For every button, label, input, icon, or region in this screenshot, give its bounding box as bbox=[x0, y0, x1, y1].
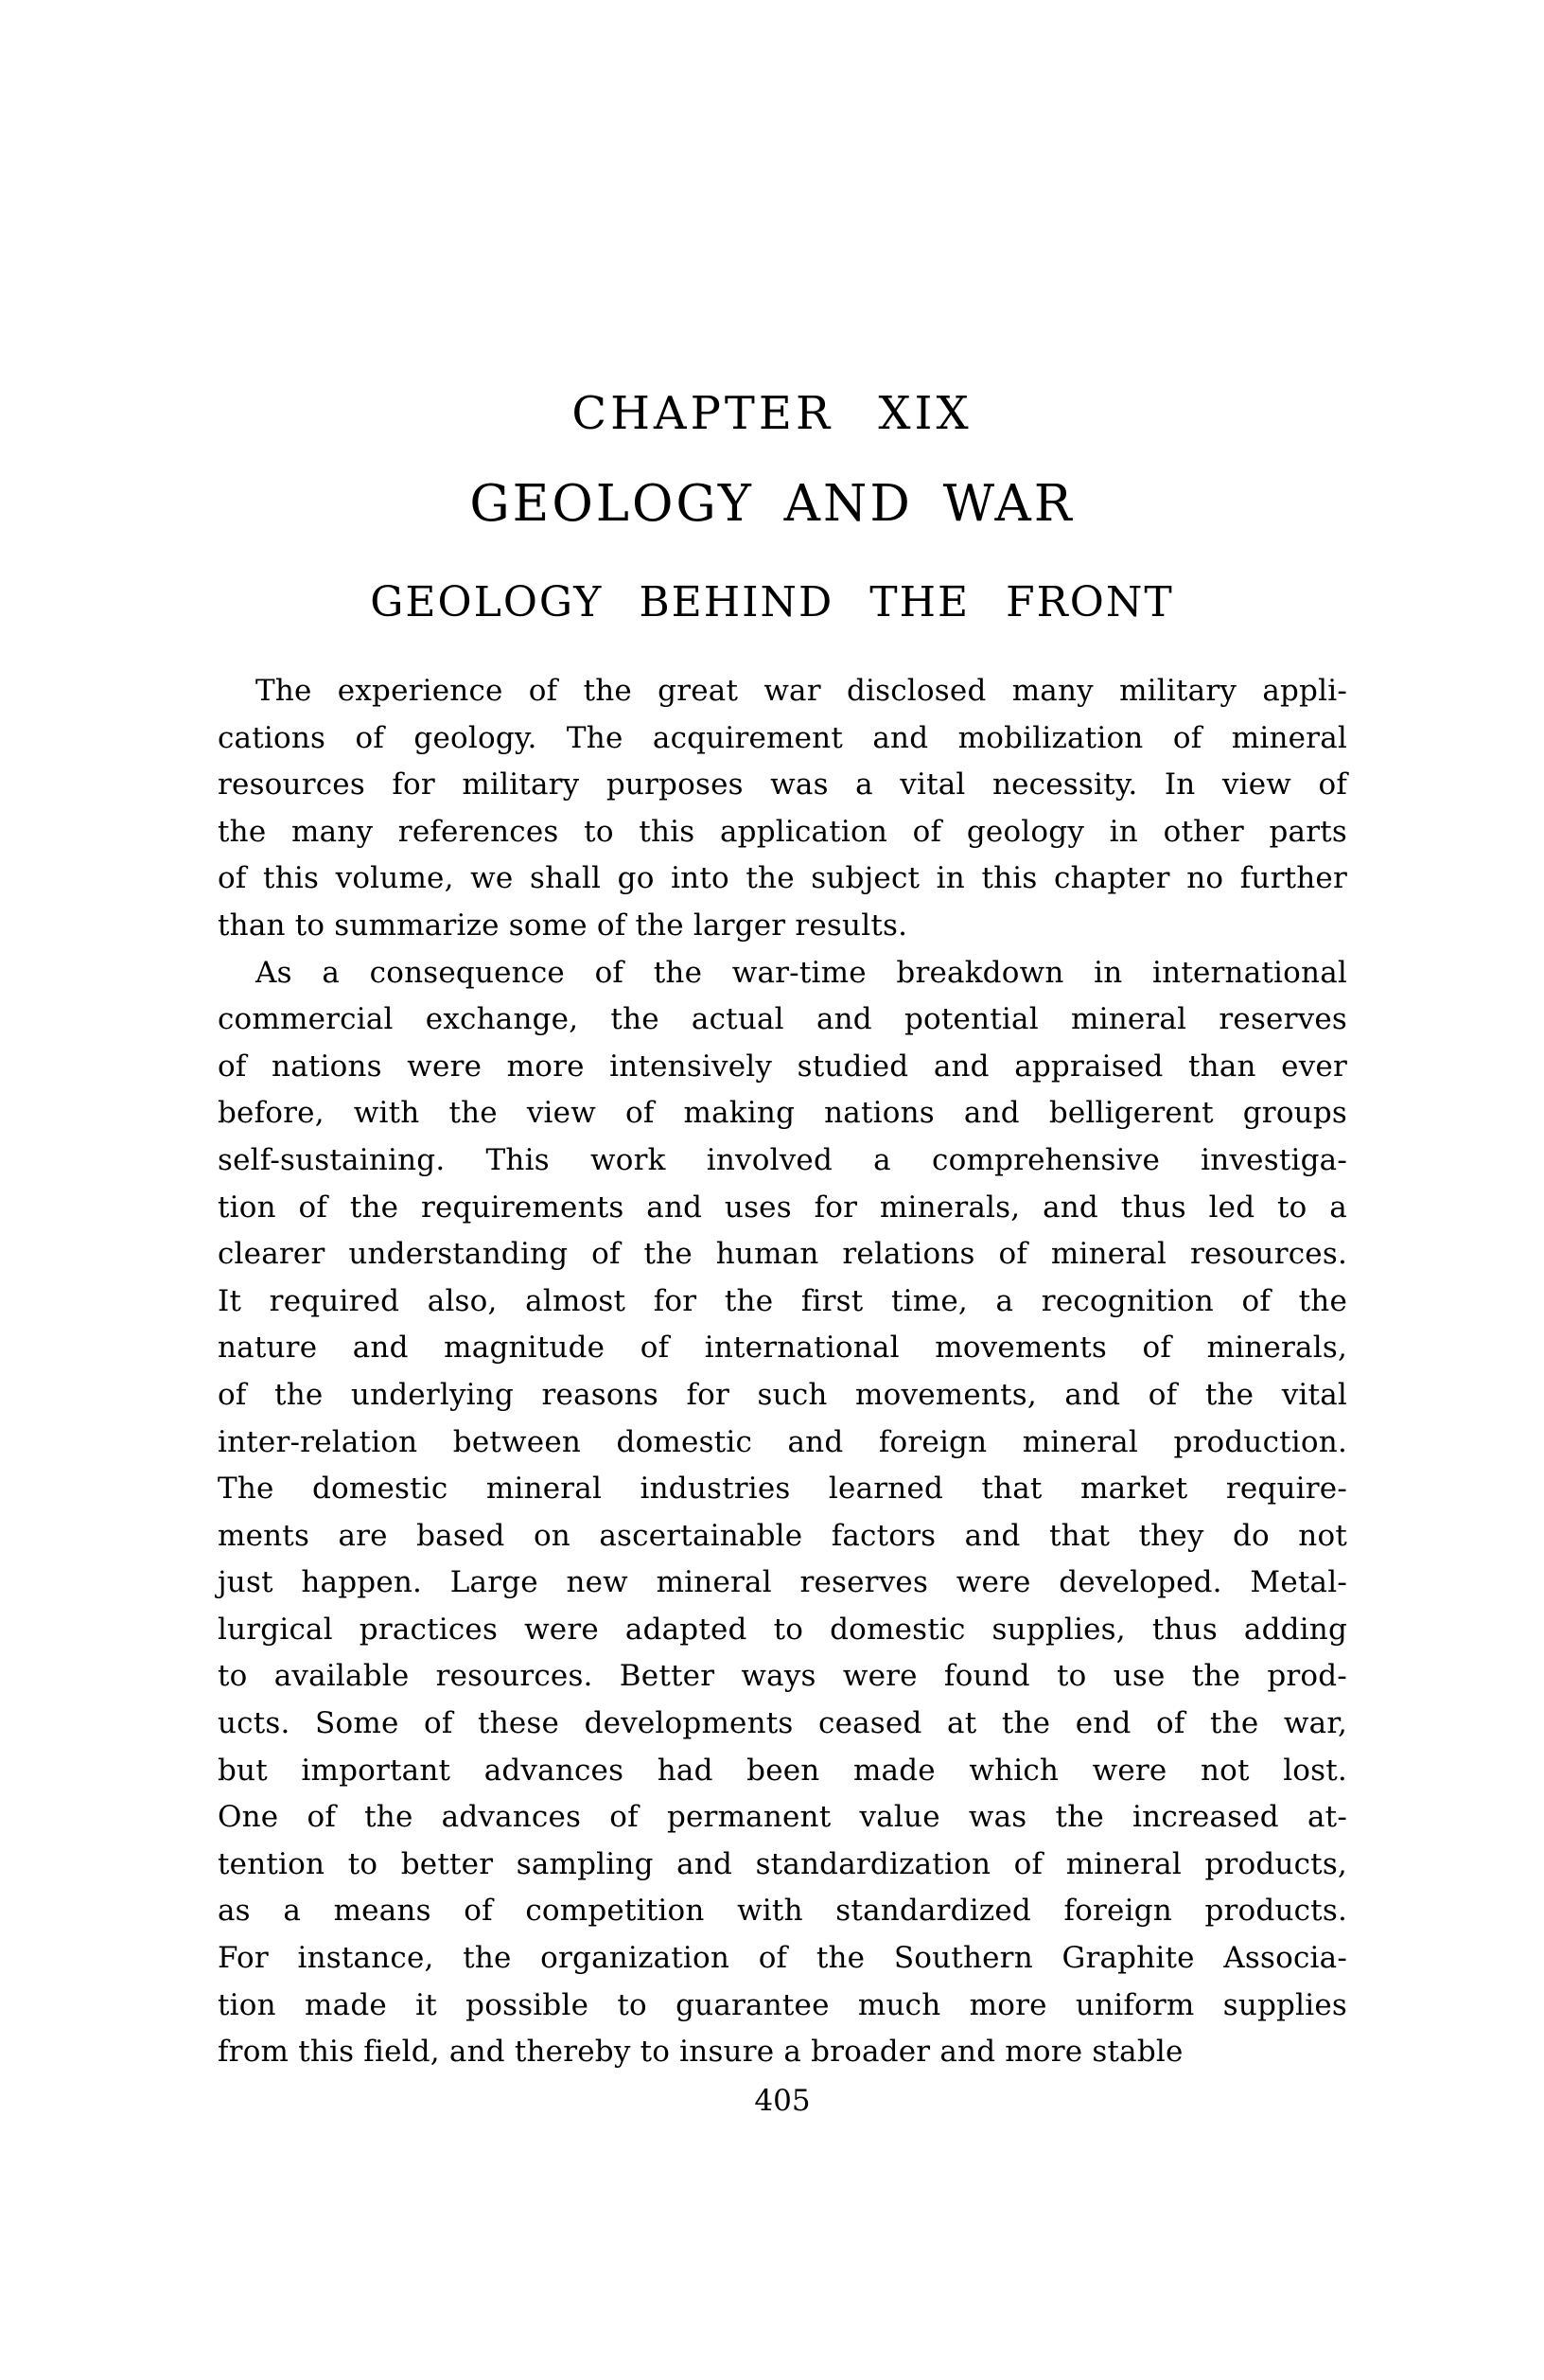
text-line: ucts. Some of these developments ceased at the end of the war, bbox=[218, 1706, 1347, 1741]
text-line: For instance, the organization of the Southern Graphite Associa- bbox=[218, 1941, 1347, 1976]
text-line: tention to better sampling and standardization of mineral products, bbox=[218, 1846, 1347, 1881]
text-line: tion of the requirements and uses for minerals, and thus led to a bbox=[218, 1190, 1347, 1225]
text-line: lurgical practices were adapted to domestic supplies, thus adding bbox=[218, 1612, 1347, 1647]
text-line: The domestic mineral industries learned that market require- bbox=[218, 1472, 1347, 1507]
section-heading: GEOLOGY BEHIND THE FRONT bbox=[370, 578, 1174, 626]
text-line: to available resources. Better ways were found to use the prod- bbox=[218, 1659, 1347, 1694]
text-line: self-sustaining. This work involved a comprehensive investiga- bbox=[218, 1142, 1347, 1177]
text-line: of nations were more intensively studied and appraised than ever bbox=[218, 1049, 1347, 1084]
text-line: nature and magnitude of international movements of minerals, bbox=[218, 1331, 1347, 1366]
text-line: cations of geology. The acquirement and mobilization of mineral bbox=[218, 720, 1347, 755]
text-line: One of the advances of permanent value was the increased at- bbox=[218, 1800, 1347, 1835]
text-line: as a means of competition with standardized foreign products. bbox=[218, 1894, 1347, 1929]
text-line: As a consequence of the war-time breakdown in international bbox=[255, 955, 1347, 990]
text-line: just happen. Large new mineral reserves were developed. Metal- bbox=[218, 1565, 1347, 1600]
text-line: clearer understanding of the human relations of mineral resources. bbox=[218, 1237, 1347, 1272]
body-text bbox=[218, 668, 1347, 2076]
text-line: inter-relation between domestic and foreign mineral production. bbox=[218, 1424, 1347, 1459]
text-line: than to summarize some of the larger results. bbox=[218, 908, 908, 943]
text-line: tion made it possible to guarantee much more uniform supplies bbox=[218, 1987, 1347, 2022]
text-line: resources for military purposes was a vital necessity. In view of bbox=[218, 767, 1347, 802]
chapter-heading: CHAPTER XIX bbox=[571, 387, 973, 440]
text-line: but important advances had been made which were not lost. bbox=[218, 1753, 1347, 1788]
text-line: before, with the view of making nations and belligerent groups bbox=[218, 1096, 1347, 1131]
text-line: the many references to this application of geology in other parts bbox=[218, 814, 1347, 849]
text-line: It required also, almost for the first time, a recognition of the bbox=[218, 1283, 1347, 1318]
text-line: from this field, and thereby to insure a broader and more stable bbox=[218, 2035, 1184, 2070]
text-line: commercial exchange, the actual and potential mineral reserves bbox=[218, 1002, 1347, 1037]
text-line: The experience of the great war disclosed many military appli- bbox=[255, 674, 1347, 708]
text-line: of the underlying reasons for such movements, and of the vital bbox=[218, 1377, 1347, 1412]
chapter-title: GEOLOGY AND WAR bbox=[469, 475, 1075, 533]
page-number: 405 bbox=[754, 2083, 811, 2118]
text-line: of this volume, we shall go into the subject in this chapter no further bbox=[218, 861, 1347, 896]
text-line: ments are based on ascertainable factors and that they do not bbox=[218, 1518, 1347, 1553]
